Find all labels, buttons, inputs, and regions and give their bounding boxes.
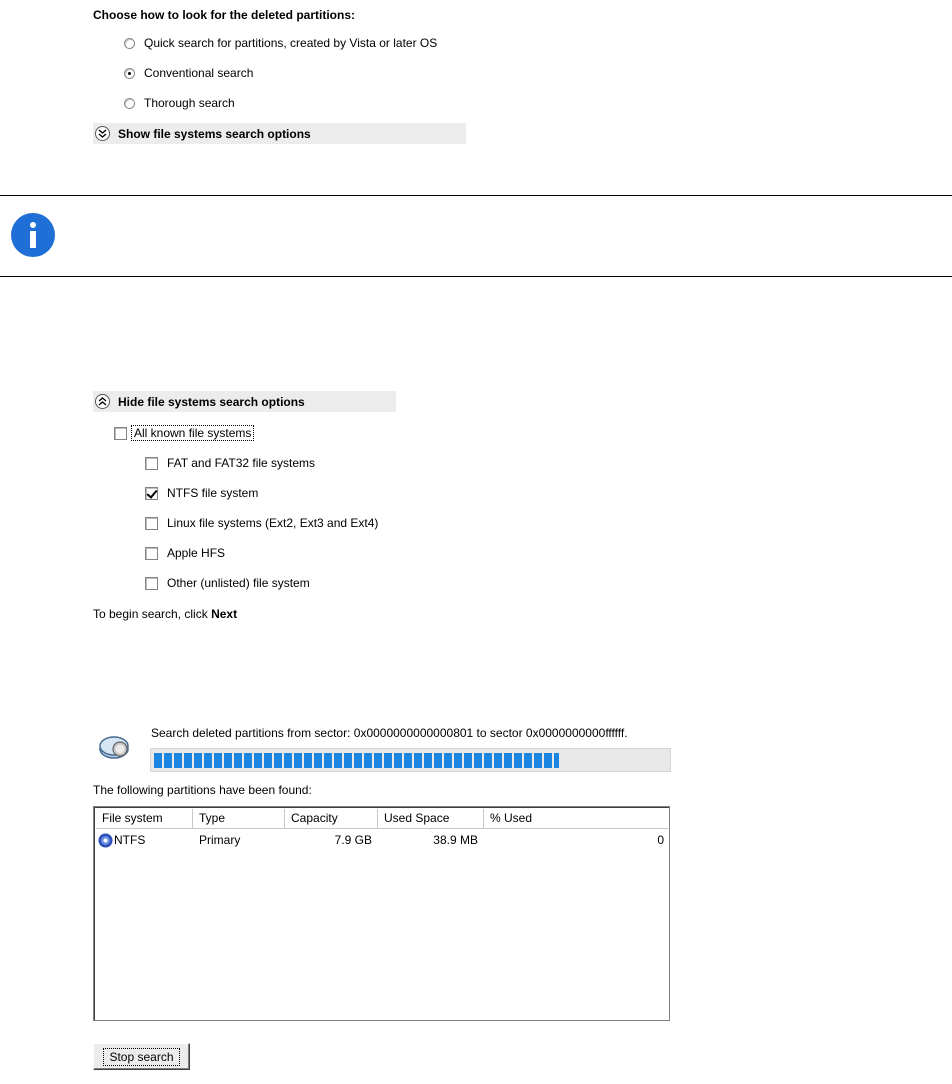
table-row[interactable]: [96, 832, 668, 849]
partitions-table[interactable]: [93, 806, 670, 1021]
disk-search-icon: [98, 732, 134, 765]
search-method-heading: Choose how to look for the deleted partitions:: [93, 8, 356, 22]
radio-quick-search[interactable]: [124, 35, 437, 51]
radio-button[interactable]: [124, 68, 135, 79]
stop-search-button[interactable]: [93, 1043, 190, 1070]
divider-bottom: [0, 276, 952, 277]
cell-capacity: 7.9 GB: [334, 833, 372, 847]
checkbox-other-fs[interactable]: [145, 575, 310, 591]
checkbox-label: FAT and FAT32 file systems: [167, 456, 316, 470]
checkbox[interactable]: [145, 577, 158, 590]
cell-file-system: [96, 832, 193, 849]
column-header-used-space[interactable]: Used Space: [378, 809, 484, 829]
checkbox-label: Other (unlisted) file system: [167, 576, 310, 590]
radio-button[interactable]: [124, 98, 135, 109]
radio-label: Conventional search: [144, 66, 254, 80]
cell-type: Primary: [199, 833, 241, 847]
expander-label: Show file systems search options: [118, 126, 311, 141]
radio-conventional-search[interactable]: [124, 65, 253, 81]
expander-label: Hide file systems search options: [118, 394, 305, 409]
radio-label: Thorough search: [144, 96, 235, 110]
radio-label: Quick search for partitions, created by Vista or later OS: [144, 36, 438, 50]
column-header-pct-used[interactable]: % Used: [484, 809, 668, 829]
search-progress-bar: [150, 748, 671, 772]
column-header-capacity[interactable]: Capacity: [285, 809, 378, 829]
checkbox-label: NTFS file system: [167, 486, 259, 500]
chevron-double-down-icon[interactable]: [95, 126, 110, 141]
checkbox[interactable]: [145, 547, 158, 560]
checkbox[interactable]: [145, 517, 158, 530]
show-fs-options-expander[interactable]: [93, 123, 466, 144]
stop-search-label: Stop search: [103, 1048, 179, 1066]
checkbox-label: All known file systems: [131, 425, 254, 441]
radio-button[interactable]: [124, 38, 135, 49]
checkbox-label: Linux file systems (Ext2, Ext3 and Ext4): [167, 516, 379, 530]
checkbox-apple-hfs[interactable]: [145, 545, 225, 561]
hint-text: To begin search, click: [93, 607, 212, 621]
checkbox-all-known-fs[interactable]: [114, 425, 254, 441]
checkbox-fat[interactable]: [145, 455, 315, 471]
checkbox-linux[interactable]: [145, 515, 378, 531]
partition-icon: [98, 833, 113, 848]
hint-next: Next: [211, 607, 238, 621]
table-header: [96, 809, 668, 829]
hide-fs-options-expander[interactable]: [93, 391, 396, 412]
divider-top: [0, 195, 952, 196]
cell-pct-used: 0: [657, 833, 664, 847]
radio-thorough-search[interactable]: [124, 95, 235, 111]
column-header-file-system[interactable]: File system: [96, 809, 193, 829]
checkbox[interactable]: [145, 457, 158, 470]
column-header-type[interactable]: Type: [193, 809, 285, 829]
progress-fill: [154, 753, 559, 768]
checkbox-label: Apple HFS: [167, 546, 226, 560]
cell-used-space: 38.9 MB: [433, 833, 478, 847]
fs-value: NTFS: [114, 833, 146, 847]
info-icon: [11, 213, 55, 257]
checkbox[interactable]: [145, 487, 158, 500]
chevron-double-up-icon[interactable]: [95, 394, 110, 409]
search-status-text: Search deleted partitions from sector: 0x0000000000000801 to sector 0x0000000000ffffff.: [151, 726, 628, 740]
begin-search-hint: [93, 607, 237, 621]
checkbox[interactable]: [114, 427, 127, 440]
results-caption: The following partitions have been found:: [93, 783, 312, 797]
checkbox-ntfs[interactable]: [145, 485, 258, 501]
